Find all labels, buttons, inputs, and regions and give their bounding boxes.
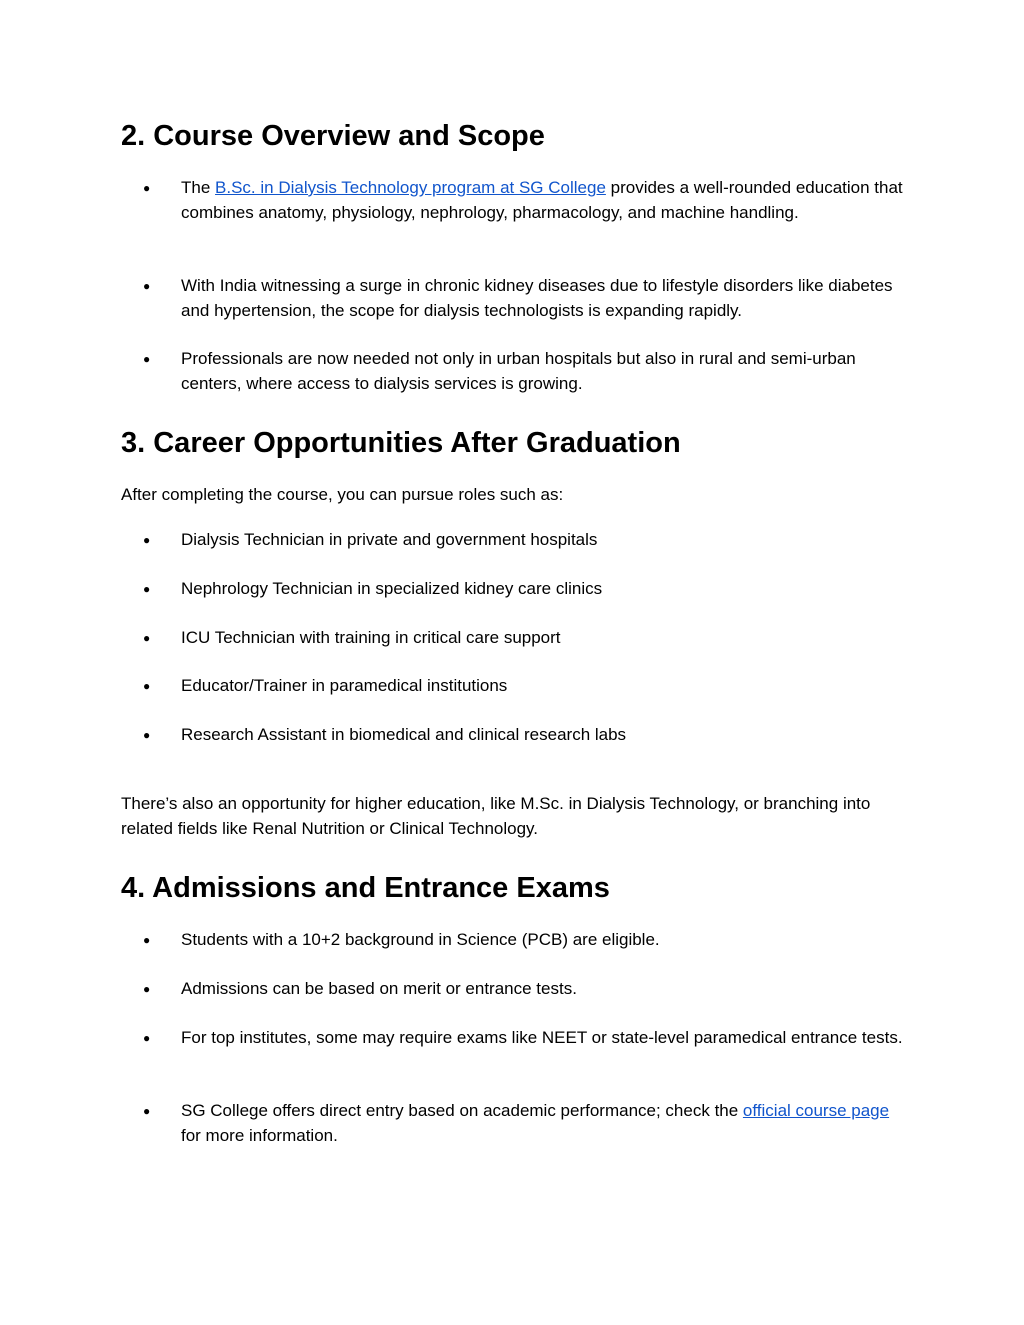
careers-outro: There’s also an opportunity for higher education, like M.Sc. in Dialysis Technology, or branching into related fields like Renal Nutrition or Clinical Technology. bbox=[121, 794, 871, 838]
list-item-text: ICU Technician with training in critical care support bbox=[181, 628, 561, 647]
list-item bbox=[143, 528, 911, 553]
bullet-icon: ● bbox=[143, 279, 151, 293]
list-item bbox=[143, 626, 911, 651]
bullet-icon: ● bbox=[143, 352, 151, 366]
list-item-text: With India witnessing a surge in chronic kidney diseases due to lifestyle disorders like diabetes and hypertension, the scope for dialysis technologists is expanding rapidly. bbox=[181, 276, 893, 320]
list-item-text: Admissions can be based on merit or entrance tests. bbox=[181, 979, 577, 998]
bullet-icon: ● bbox=[143, 982, 151, 996]
list-item bbox=[143, 723, 911, 748]
list-item-text: SG College offers direct entry based on academic performance; check the bbox=[181, 1101, 743, 1120]
bullet-icon: ● bbox=[143, 933, 151, 947]
section-heading-careers: 3. Career Opportunities After Graduation bbox=[121, 427, 681, 459]
list-item bbox=[143, 347, 911, 396]
list-item bbox=[143, 1099, 911, 1148]
bullet-icon: ● bbox=[143, 728, 151, 742]
list-item bbox=[143, 674, 911, 699]
bullet-icon: ● bbox=[143, 1104, 151, 1118]
list-item-text: Nephrology Technician in specialized kidney care clinics bbox=[181, 579, 603, 598]
list-item-text: For top institutes, some may require exams like NEET or state-level paramedical entrance tests. bbox=[181, 1028, 903, 1047]
bullet-icon: ● bbox=[143, 1031, 151, 1045]
list-item bbox=[143, 977, 911, 1002]
list-item-text: Research Assistant in biomedical and clinical research labs bbox=[181, 725, 627, 744]
section-heading-admissions: 4. Admissions and Entrance Exams bbox=[121, 872, 610, 904]
list-item-text: Educator/Trainer in paramedical institutions bbox=[181, 676, 508, 695]
list-item bbox=[143, 176, 911, 225]
bullet-icon: ● bbox=[143, 631, 151, 645]
bullet-icon: ● bbox=[143, 533, 151, 547]
official-course-page-link[interactable]: official course page bbox=[742, 1101, 890, 1120]
list-item-text: provides a well-rounded education that combines anatomy, physiology, nephrology, pharmacology, and machine handling. bbox=[181, 178, 903, 222]
list-item-text: for more information. bbox=[181, 1125, 338, 1145]
list-item-text: The bbox=[181, 178, 216, 197]
careers-intro: After completing the course, you can pursue roles such as: bbox=[121, 485, 564, 504]
list-item bbox=[143, 1026, 911, 1051]
list-item-text: Professionals are now needed not only in urban hospitals but also in rural and semi-urban centers, where access to dialysis services is growing. bbox=[181, 349, 856, 393]
list-item bbox=[143, 928, 911, 953]
list-item-text: Dialysis Technician in private and government hospitals bbox=[181, 530, 598, 549]
list-item bbox=[143, 274, 911, 323]
bullet-icon: ● bbox=[143, 679, 151, 693]
list-item bbox=[143, 577, 911, 602]
list-item-text: Students with a 10+2 background in Science (PCB) are eligible. bbox=[181, 930, 660, 949]
bullet-icon: ● bbox=[143, 181, 151, 195]
bullet-icon: ● bbox=[143, 582, 151, 596]
section-heading-overview: 2. Course Overview and Scope bbox=[121, 120, 545, 152]
program-link[interactable]: B.Sc. in Dialysis Technology program at SG College bbox=[215, 178, 606, 197]
